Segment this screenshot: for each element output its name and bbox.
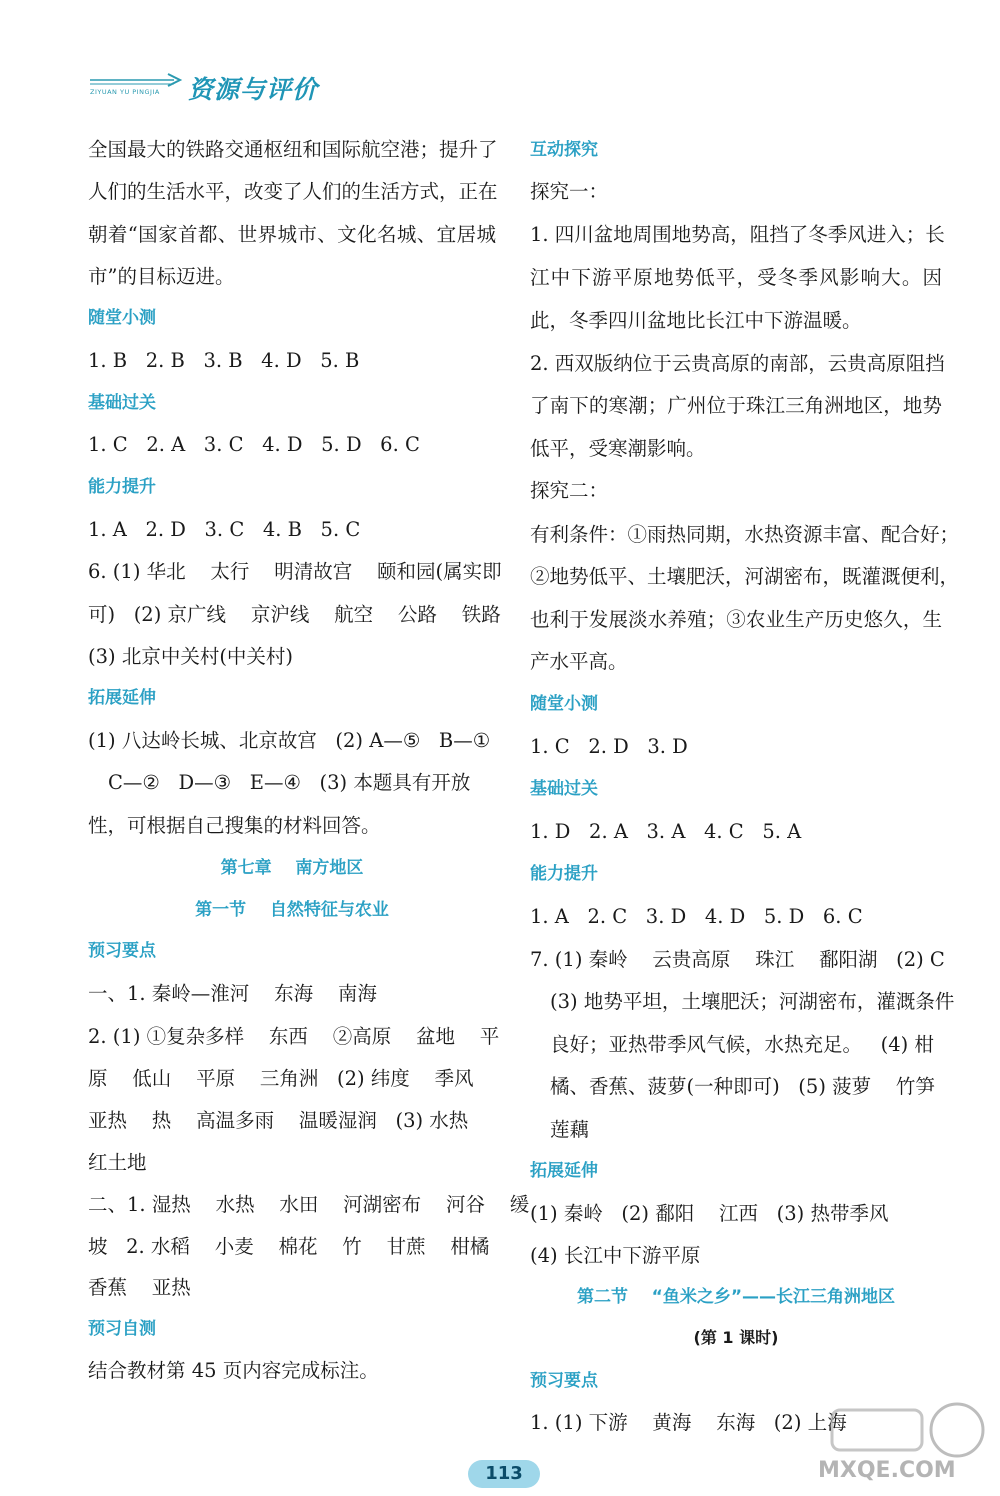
chapter-title: 第七章 南方地区 [220,858,364,878]
answer-line: 良好；亚热带季风气候，水热充足。 (4) 柑 [550,1033,934,1056]
text-line: 市”的目标迈进。 [88,265,235,288]
page-header [88,66,348,110]
answer-line: (4) 长江中下游平原 [530,1244,701,1267]
answer-line: C—② D—③ E—④ (3) 本题具有开放 [108,771,471,794]
answer-line: 坡 2. 水稻 小麦 棉花 竹 甘蔗 柑橘 [88,1235,490,1258]
answer-line: 7. (1) 秦岭 云贵高原 珠江 鄱阳湖 (2) C [530,948,945,971]
answer-line: 亚热 热 高温多雨 温暖湿润 (3) 水热 [88,1109,469,1132]
text-line: 产水平高。 [530,650,628,673]
header-title: 资源与评价 [188,75,319,104]
section-heading: 能力提升 [530,864,598,884]
answer-line: 红土地 [88,1151,147,1174]
answer-line: 6. (1) 华北 太行 明清故宫 颐和园(属实即 [88,560,502,583]
page-number: 113 [468,1460,540,1488]
section-title: 第二节 “鱼米之乡”——长江三角洲地区 [576,1287,896,1307]
answer-line: 1. B 2. B 3. B 4. D 5. B [88,349,360,372]
answer-line: (1) 秦岭 (2) 鄱阳 江西 (3) 热带季风 [530,1202,889,1225]
section-heading: 随堂小测 [530,694,598,714]
text-line: 全国最大的铁路交通枢纽和国际航空港；提升了 [88,138,498,161]
text-line: 此，冬季四川盆地比长江中下游温暖。 [530,309,862,332]
answer-line: 1. A 2. C 3. D 4. D 5. D 6. C [530,905,863,928]
answer-line: 1. C 2. A 3. C 4. D 5. D 6. C [88,433,420,456]
section-heading: 互动探究 [530,140,598,160]
answer-line: (3) 北京中关村(中关村) [88,645,294,668]
answer-line: 莲藕 [550,1118,590,1141]
text-line: 了南下的寒潮；广州位于珠江三角洲地区，地势 [530,394,942,417]
section-heading: 能力提升 [88,477,156,497]
section-heading: 随堂小测 [88,308,156,328]
answer-line: 1. A 2. D 3. C 4. B 5. C [88,518,361,541]
answer-line: 1. D 2. A 3. A 4. C 5. A [530,820,802,843]
answer-line: (1) 八达岭长城、北京故宫 (2) A—⑤ B—① [88,729,491,752]
answer-line: 橘、香蕉、菠萝(一种即可) (5) 菠萝 竹笋 [550,1075,935,1098]
answer-line: 1. C 2. D 3. D [530,735,688,758]
text-line: 也利于发展淡水养殖；③农业生产历史悠久，生 [530,608,942,631]
header-subtitle: ZIYUAN YU PINGJIA [90,88,160,96]
lesson-label: (第 1 课时) [693,1328,779,1347]
section-heading: 拓展延伸 [530,1161,598,1181]
text-line: 有利条件：①雨热同期，水热资源丰富、配合好； [530,523,960,546]
answer-line: 一、1. 秦岭—淮河 东海 南海 [88,982,377,1005]
section-heading: 拓展延伸 [88,688,156,708]
answer-line: 二、1. 湿热 水热 水田 河湖密布 河谷 缓 [88,1193,530,1216]
section-title: 第一节 自然特征与农业 [195,900,389,920]
section-heading: 基础过关 [88,393,156,413]
section-heading: 基础过关 [530,779,598,799]
section-heading: 预习要点 [530,1371,598,1391]
answer-line: (3) 地势平坦，土壤肥沃；河湖密布，灌溉条件 [550,990,955,1013]
answer-line: 香蕉 亚热 [88,1276,191,1299]
text-line: ②地势低平、土壤肥沃，河湖密布，既灌溉便利， [530,565,960,588]
answer-line: 1. (1) 下游 黄海 东海 (2) 上海 [530,1411,847,1434]
text-line: 人们的生活水平，改变了人们的生活方式，正在 [88,180,498,203]
answer-line: 性，可根据自己搜集的材料回答。 [88,814,381,837]
text-line: 探究二： [530,479,609,502]
section-heading: 预习要点 [88,941,156,961]
text-line: 2. 西双版纳位于云贵高原的南部，云贵高原阻挡 [530,352,945,375]
text-line: 1. 四川盆地周围地势高，阻挡了冬季风进入；长 [530,223,945,246]
text-line: 低平，受寒潮影响。 [530,437,706,460]
answer-line: 结合教材第 45 页内容完成标注。 [88,1359,379,1382]
text-line: 探究一： [530,180,609,203]
answer-line: 2. (1) ①复杂多样 东西 ②高原 盆地 平 [88,1025,500,1048]
watermark-logo-icon [812,1400,992,1460]
answer-line: 原 低山 平原 三角洲 (2) 纬度 季风 [88,1067,474,1090]
watermark [812,1400,992,1490]
text-line: 江中下游平原地势低平，受冬季风影响大。因 [530,266,942,289]
text-line: 朝着“国家首都、世界城市、文化名城、宜居城 [88,223,496,246]
watermark-text: MXQE.COM [818,1458,956,1483]
section-heading: 预习自测 [88,1319,156,1339]
answer-line: 可) (2) 京广线 京沪线 航空 公路 铁路 [88,603,501,626]
